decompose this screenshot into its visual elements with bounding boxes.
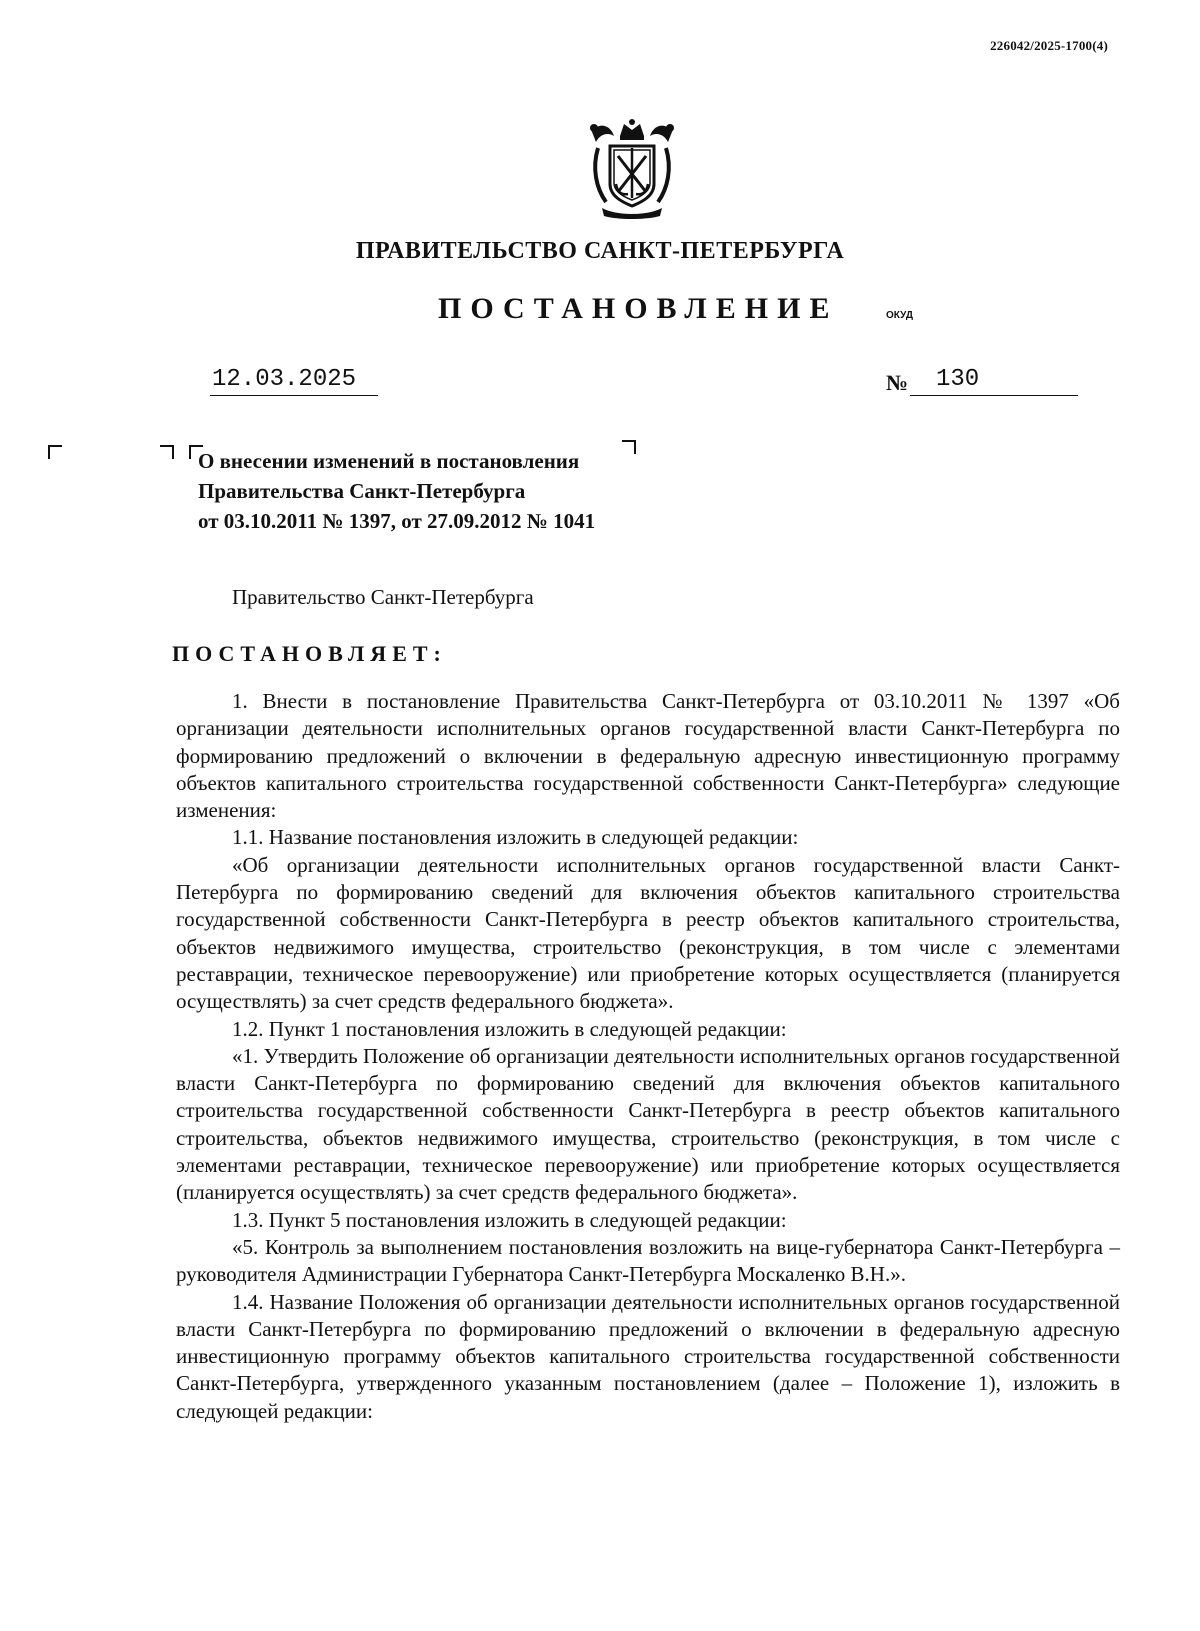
document-body: [176, 688, 1120, 1425]
corner-mark: [622, 440, 636, 454]
paragraph: «1. Утвердить Положение об организации деятельности исполнительных органов государственной власти Санкт-Петербурга по формированию сведений для включения объектов капитального строительства государственной собственности Санкт-Петербурга в реестр объектов капитального строительства, объектов недвижимого имущества, строительство (реконструкция, в том числе с элементами реставрации, техническое перевооружение) или приобретение которых осуществляется (планируется осуществлять) за счет средств федерального бюджета».: [176, 1043, 1120, 1205]
document-id: 226042/2025-1700(4): [990, 38, 1108, 53]
paragraph: «5. Контроль за выполнением постановления возложить на вице-губернатора Санкт-Петербурга – руководителя Администрации Губернатора Санкт-Петербурга Москаленко В.Н.».: [176, 1234, 1120, 1287]
authority-title: ПРАВИТЕЛЬСТВО САНКТ-ПЕТЕРБУРГА: [355, 238, 845, 264]
document-type-title: ПОСТАНОВЛЕНИЕ: [438, 292, 839, 325]
subject-line: Правительства Санкт-Петербурга: [198, 479, 526, 503]
paragraph: 1.1. Название постановления изложить в следующей редакции:: [232, 825, 799, 850]
subject-line: от 03.10.2011 № 1397, от 27.09.2012 № 1041: [198, 509, 596, 533]
document-number: 130: [910, 366, 1078, 396]
corner-mark: [160, 445, 174, 459]
intro-text: Правительство Санкт-Петербурга: [232, 585, 534, 609]
document-subject: [198, 446, 595, 536]
paragraph: 1.3. Пункт 5 постановления изложить в следующей редакции:: [232, 1207, 787, 1232]
corner-mark: [48, 445, 62, 459]
number-label: №: [886, 370, 909, 395]
paragraph: 1.2. Пункт 1 постановления изложить в следующей редакции:: [232, 1016, 787, 1041]
document-date: 12.03.2025: [210, 366, 378, 396]
subject-line: О внесении изменений в постановления: [198, 449, 580, 473]
paragraph: «Об организации деятельности исполнительных органов государственной власти Санкт-Петербурга по формированию сведений для включения объектов капитального строительства государственной собственности Санкт-Петербурга в реестр объектов капитального строительства, объектов недвижимого имущества, строительство (реконструкция, в том числе с элементами реставрации, техническое перевооружение) или приобретение которых осуществляется (планируется осуществлять) за счет средств федерального бюджета».: [176, 852, 1120, 1014]
paragraph: 1. Внести в постановление Правительства Санкт-Петербурга от 03.10.2011 № 1397 «Об организации деятельности исполнительных органов государственной власти Санкт-Петербурга по формированию предложений о включении в федеральную адресную инвестиционную программу объектов капитального строительства государственной собственности Санкт-Петербурга» следующие изменения:: [176, 689, 1120, 823]
coat-of-arms-icon: [584, 118, 680, 220]
okud-label: ОКУД: [886, 310, 913, 321]
decree-word: ПОСТАНОВЛЯЕТ:: [172, 641, 447, 666]
paragraph: 1.4. Название Положения об организации деятельности исполнительных органов государственной власти Санкт-Петербурга по формированию предложений о включении в федеральную адресную инвестиционную программу объектов капитального строительства государственной собственности Санкт-Петербурга, утвержденного указанным постановлением (далее – Положение 1), изложить в следующей редакции:: [176, 1289, 1120, 1423]
